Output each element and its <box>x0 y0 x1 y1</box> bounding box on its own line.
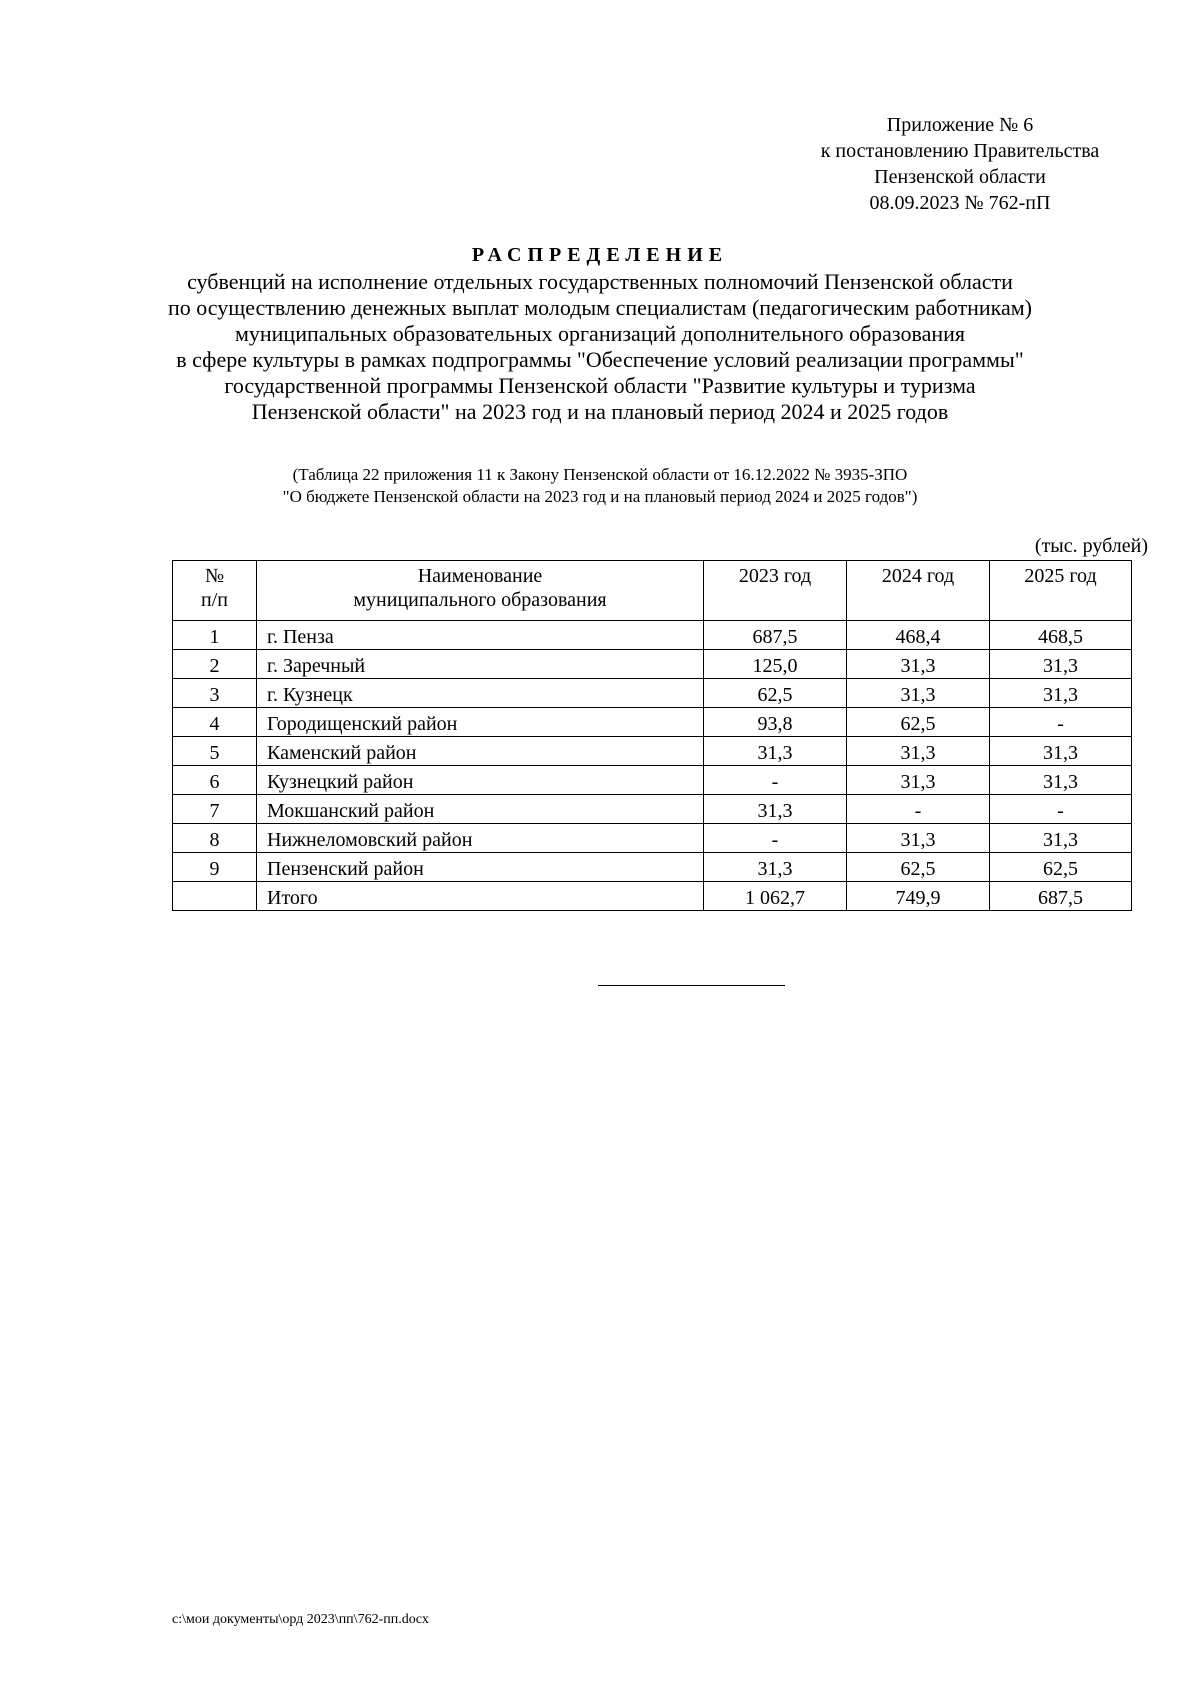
municipality-name: г. Кузнецк <box>257 679 704 708</box>
value-2023: 31,3 <box>704 795 847 824</box>
municipality-name: Каменский район <box>257 737 704 766</box>
value-2024: 468,4 <box>847 621 990 650</box>
appendix-resolution: к постановлению Правительства <box>820 140 1100 162</box>
value-2024: 31,3 <box>847 679 990 708</box>
value-2023: 93,8 <box>704 708 847 737</box>
value-2024: 62,5 <box>847 708 990 737</box>
row-number: 1 <box>173 621 257 650</box>
value-2024: 62,5 <box>847 853 990 882</box>
value-2023: - <box>704 824 847 853</box>
value-2023: 62,5 <box>704 679 847 708</box>
table-row <box>173 650 1132 679</box>
table-row <box>173 766 1132 795</box>
total-row <box>173 882 1132 911</box>
table-row <box>173 795 1132 824</box>
total-2024: 749,9 <box>847 882 990 911</box>
municipality-name: Пензенский район <box>257 853 704 882</box>
value-2024: 31,3 <box>847 824 990 853</box>
total-number <box>173 882 257 911</box>
row-number: 5 <box>173 737 257 766</box>
municipality-name: Кузнецкий район <box>257 766 704 795</box>
municipality-name: Городищенский район <box>257 708 704 737</box>
table-row <box>173 824 1132 853</box>
table-row <box>173 621 1132 650</box>
appendix-number: Приложение № 6 <box>886 114 1034 136</box>
table-row <box>173 679 1132 708</box>
value-2025: - <box>990 795 1132 824</box>
row-number: 8 <box>173 824 257 853</box>
row-number: 4 <box>173 708 257 737</box>
value-2025: 31,3 <box>990 824 1132 853</box>
reference-line: (Таблица 22 приложения 11 к Закону Пензенской области от 16.12.2022 № 3935-ЗПО <box>292 465 908 484</box>
document-subtitle <box>0 269 1200 425</box>
municipality-name: г. Заречный <box>257 650 704 679</box>
row-number: 2 <box>173 650 257 679</box>
appendix-block <box>760 112 1160 216</box>
municipality-name: Мокшанский район <box>257 795 704 824</box>
total-2023: 1 062,7 <box>704 882 847 911</box>
value-2025: 31,3 <box>990 650 1132 679</box>
row-number: 6 <box>173 766 257 795</box>
header-2024: 2024 год <box>847 561 990 621</box>
subtitle-line: в сфере культуры в рамках подпрограммы "Обеспечение условий реализации программы" <box>176 347 1024 372</box>
municipality-name: г. Пенза <box>257 621 704 650</box>
document-title: РАСПРЕДЕЛЕНИЕ <box>471 244 729 266</box>
value-2025: 468,5 <box>990 621 1132 650</box>
value-2024: 31,3 <box>847 737 990 766</box>
row-number: 9 <box>173 853 257 882</box>
row-number: 3 <box>173 679 257 708</box>
header-2025: 2025 год <box>990 561 1132 621</box>
header-municipality: Наименование муниципального образования <box>257 561 704 621</box>
table-row <box>173 853 1132 882</box>
reference-line: "О бюджете Пензенской области на 2023 год и на плановый период 2024 и 2025 годов") <box>282 487 918 506</box>
value-2024: 31,3 <box>847 650 990 679</box>
appendix-date-number: 08.09.2023 № 762-пП <box>869 192 1051 214</box>
value-2025: - <box>990 708 1132 737</box>
municipality-name: Нижнеломовский район <box>257 824 704 853</box>
file-path-footer: c:\мои документы\орд 2023\пп\762-пп.docx <box>172 1612 429 1627</box>
value-2023: - <box>704 766 847 795</box>
value-2023: 687,5 <box>704 621 847 650</box>
end-divider <box>598 985 785 986</box>
value-2023: 125,0 <box>704 650 847 679</box>
table-row <box>173 708 1132 737</box>
row-number: 7 <box>173 795 257 824</box>
value-2024: - <box>847 795 990 824</box>
subtitle-line: муниципальных образовательных организаций дополнительного образования <box>234 321 966 346</box>
value-2023: 31,3 <box>704 853 847 882</box>
subtitle-line: субвенций на исполнение отдельных государственных полномочий Пензенской области <box>187 269 1013 294</box>
subtitle-line: Пензенской области" на 2023 год и на плановый период 2024 и 2025 годов <box>251 399 949 424</box>
value-2025: 31,3 <box>990 737 1132 766</box>
table-row <box>173 737 1132 766</box>
units-label: (тыс. рублей) <box>1034 535 1148 557</box>
subtitle-line: по осуществлению денежных выплат молодым специалистам (педагогическим работникам) <box>167 295 1033 320</box>
value-2023: 31,3 <box>704 737 847 766</box>
header-2023: 2023 год <box>704 561 847 621</box>
value-2024: 31,3 <box>847 766 990 795</box>
value-2025: 31,3 <box>990 766 1132 795</box>
header-number: № п/п <box>173 561 257 621</box>
value-2025: 31,3 <box>990 679 1132 708</box>
law-reference <box>0 464 1200 508</box>
value-2025: 62,5 <box>990 853 1132 882</box>
total-label: Итого <box>257 882 704 911</box>
subtitle-line: государственной программы Пензенской области "Развитие культуры и туризма <box>224 373 976 398</box>
appendix-region: Пензенской области <box>874 166 1046 188</box>
total-2025: 687,5 <box>990 882 1132 911</box>
table-header-row <box>173 561 1132 621</box>
distribution-table <box>172 560 1132 911</box>
